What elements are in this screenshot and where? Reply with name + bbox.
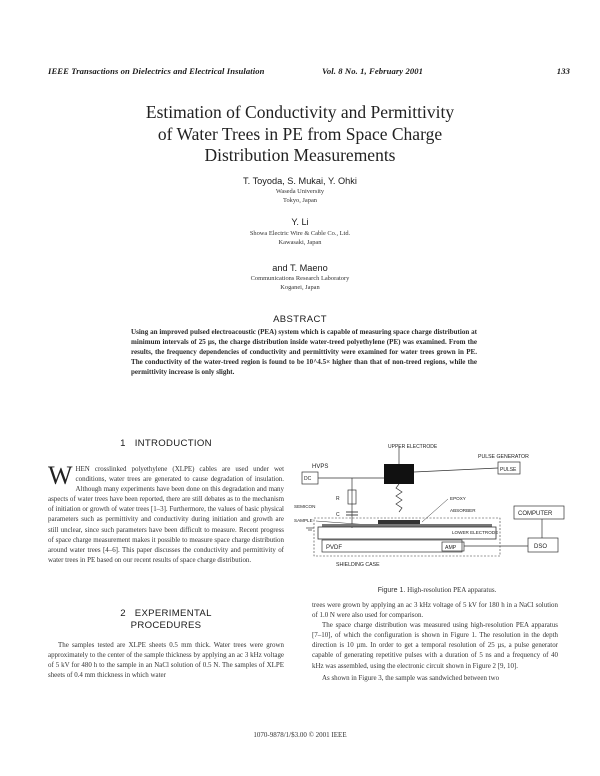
title-line: of Water Trees in PE from Space Charge	[157, 123, 443, 144]
pulse-generator-label: PULSE GENERATOR	[478, 454, 529, 460]
intro-text: HEN crosslinked polyethylene (XLPE) cables are used under wet conditions, water trees are generated to cause degradation of insulation. Although many experiments have been done on this degradation and many aspects of water trees have been reported, there are still debates as to the mechanism of initiation or growth of water trees [1–3]. Furthermore, the values of basic physical parameters such as permittivity and conductivity during initiation and growth are still unclear, since such parameters have been difficult to measure. Recent progress of space charge measurement makes it possible to measure space charge distribution around water trees [4–6]. This paper discusses the conductivity and permittivity of water trees in PE based on our recent results of space charge distribution.	[48, 465, 284, 564]
wire	[414, 468, 498, 472]
figure-caption-text: High-resolution PEA apparatus.	[407, 586, 497, 594]
pvdf-label: PVDF	[326, 545, 343, 551]
abstract-heading: ABSTRACT	[273, 314, 327, 325]
figure-1-diagram	[292, 442, 572, 582]
figure-1-caption	[312, 586, 562, 594]
copyright-footer: 1070-9878/1/$3.00 © 2001 IEEE	[253, 731, 347, 739]
hvps-label: HVPS	[312, 464, 329, 470]
drop-cap: W	[48, 461, 73, 490]
semicon-layer	[378, 520, 420, 524]
volume-info: Vol. 8 No. 1, February 2001	[322, 66, 424, 76]
paragraph: As shown in Figure 3, the sample was sandwiched between two	[322, 673, 500, 682]
page-number: 133	[556, 66, 570, 76]
pulse-label: PULSE	[500, 467, 517, 473]
experimental-paragraph: The samples tested are XLPE sheets 0.5 mm thick. Water trees were grown approximately to the center of the sample thickness by applying an ac 3 kHz voltage of 5 kV for 480 h to the sample in an NaCl solution of 0.5 N. The samples of XLPE sheets of 0.4 mm thickness in which water	[48, 641, 284, 680]
dc-label: DC	[304, 476, 312, 482]
section-title-line: PROCEDURES	[130, 619, 202, 631]
paper-title	[0, 102, 600, 167]
right-column-text	[312, 600, 558, 683]
author-group-1: T. Toyoda, S. Mukai, Y. Ohki	[243, 176, 357, 186]
affiliation-line: Showa Electric Wire & Cable Co., Ltd.	[249, 230, 351, 237]
shielding-case-label: SHIELDING CASE	[336, 562, 380, 568]
section-title-line	[48, 608, 284, 620]
affiliation-2	[0, 230, 600, 247]
section-title: INTRODUCTION	[134, 438, 212, 449]
affiliation-line: Kawasaki, Japan	[278, 238, 322, 246]
section-heading-experimental	[48, 608, 284, 631]
section-title: EXPERIMENTAL	[134, 608, 212, 619]
section-number: 2	[120, 608, 126, 619]
amp-label: AMP	[445, 545, 457, 551]
epoxy-label: EPOXY	[450, 496, 466, 501]
affiliation-line: Koganei, Japan	[280, 283, 320, 291]
computer-label: COMPUTER	[518, 511, 553, 517]
upper-electrode-label: UPPER ELECTRODE	[388, 444, 438, 450]
lower-electrode-label: LOWER ELECTRODE	[452, 530, 499, 535]
paragraph: trees were grown by applying an ac 3 kHz voltage of 5 kV for 180 h in a NaCl solution of 1.0 N were also used for comparison.	[312, 601, 558, 620]
title-line: Estimation of Conductivity and Permittivity	[145, 102, 455, 122]
leader-line	[422, 499, 448, 522]
section-heading-intro	[48, 438, 284, 450]
author-group-3: and T. Maeno	[272, 263, 328, 273]
coupling-resistor	[396, 484, 402, 512]
paragraph: The space charge distribution was measured using high-resolution PEA apparatus [7–10], of which the configuration is shown in Figure 1. The resolution in the depth direction is 10 µm. In order to get a temporal resolution of 25 µs, a pulse generator capable of generating repetitive pulses with a duration of 5 ns and a frequency of 40 kHz was assembled, using the electronic circuit shown in Figure 2 [9, 10].	[312, 621, 558, 670]
affiliation-line: Waseda University	[275, 188, 325, 195]
capacitor-label: C	[336, 512, 340, 518]
pvdf-layer	[322, 540, 462, 552]
abstract-text: Using an improved pulsed electroacoustic (PEA) system which is capable of measuring space charge distribution at minimum intervals of 25 µs, the charge distribution inside water-treed polyethylene (PE) was examined. From the results, the frequency dependencies of conductivity and permittivity were examined for water trees grown in PE. The conductivity of the water-treed region is found to be 10^4.5× higher than that of non-treed regions, while the permittivity increase is only slight.	[131, 328, 477, 376]
upper-electrode	[384, 464, 414, 484]
dso-label: DSO	[534, 544, 548, 550]
absorber-label: ABSORBER	[450, 508, 476, 513]
author-group-2: Y. Li	[291, 217, 309, 227]
figure-caption-label: Figure 1.	[377, 587, 406, 594]
section-number: 1	[120, 438, 126, 449]
journal-name: IEEE Transactions on Dielectrics and Electrical Insulation	[48, 66, 265, 76]
title-line: Distribution Measurements	[204, 145, 396, 165]
intro-paragraph	[48, 461, 284, 565]
affiliation-3	[0, 275, 600, 292]
affiliation-line: Communications Research Laboratory	[250, 275, 350, 282]
resistor-label: R	[336, 496, 340, 502]
sample-label: SAMPLE	[294, 518, 313, 523]
affiliation-line: Tokyo, Japan	[283, 196, 317, 204]
sample-layer	[322, 524, 492, 527]
affiliation-1	[0, 188, 600, 205]
semicon-label: SEMICON	[294, 504, 316, 509]
